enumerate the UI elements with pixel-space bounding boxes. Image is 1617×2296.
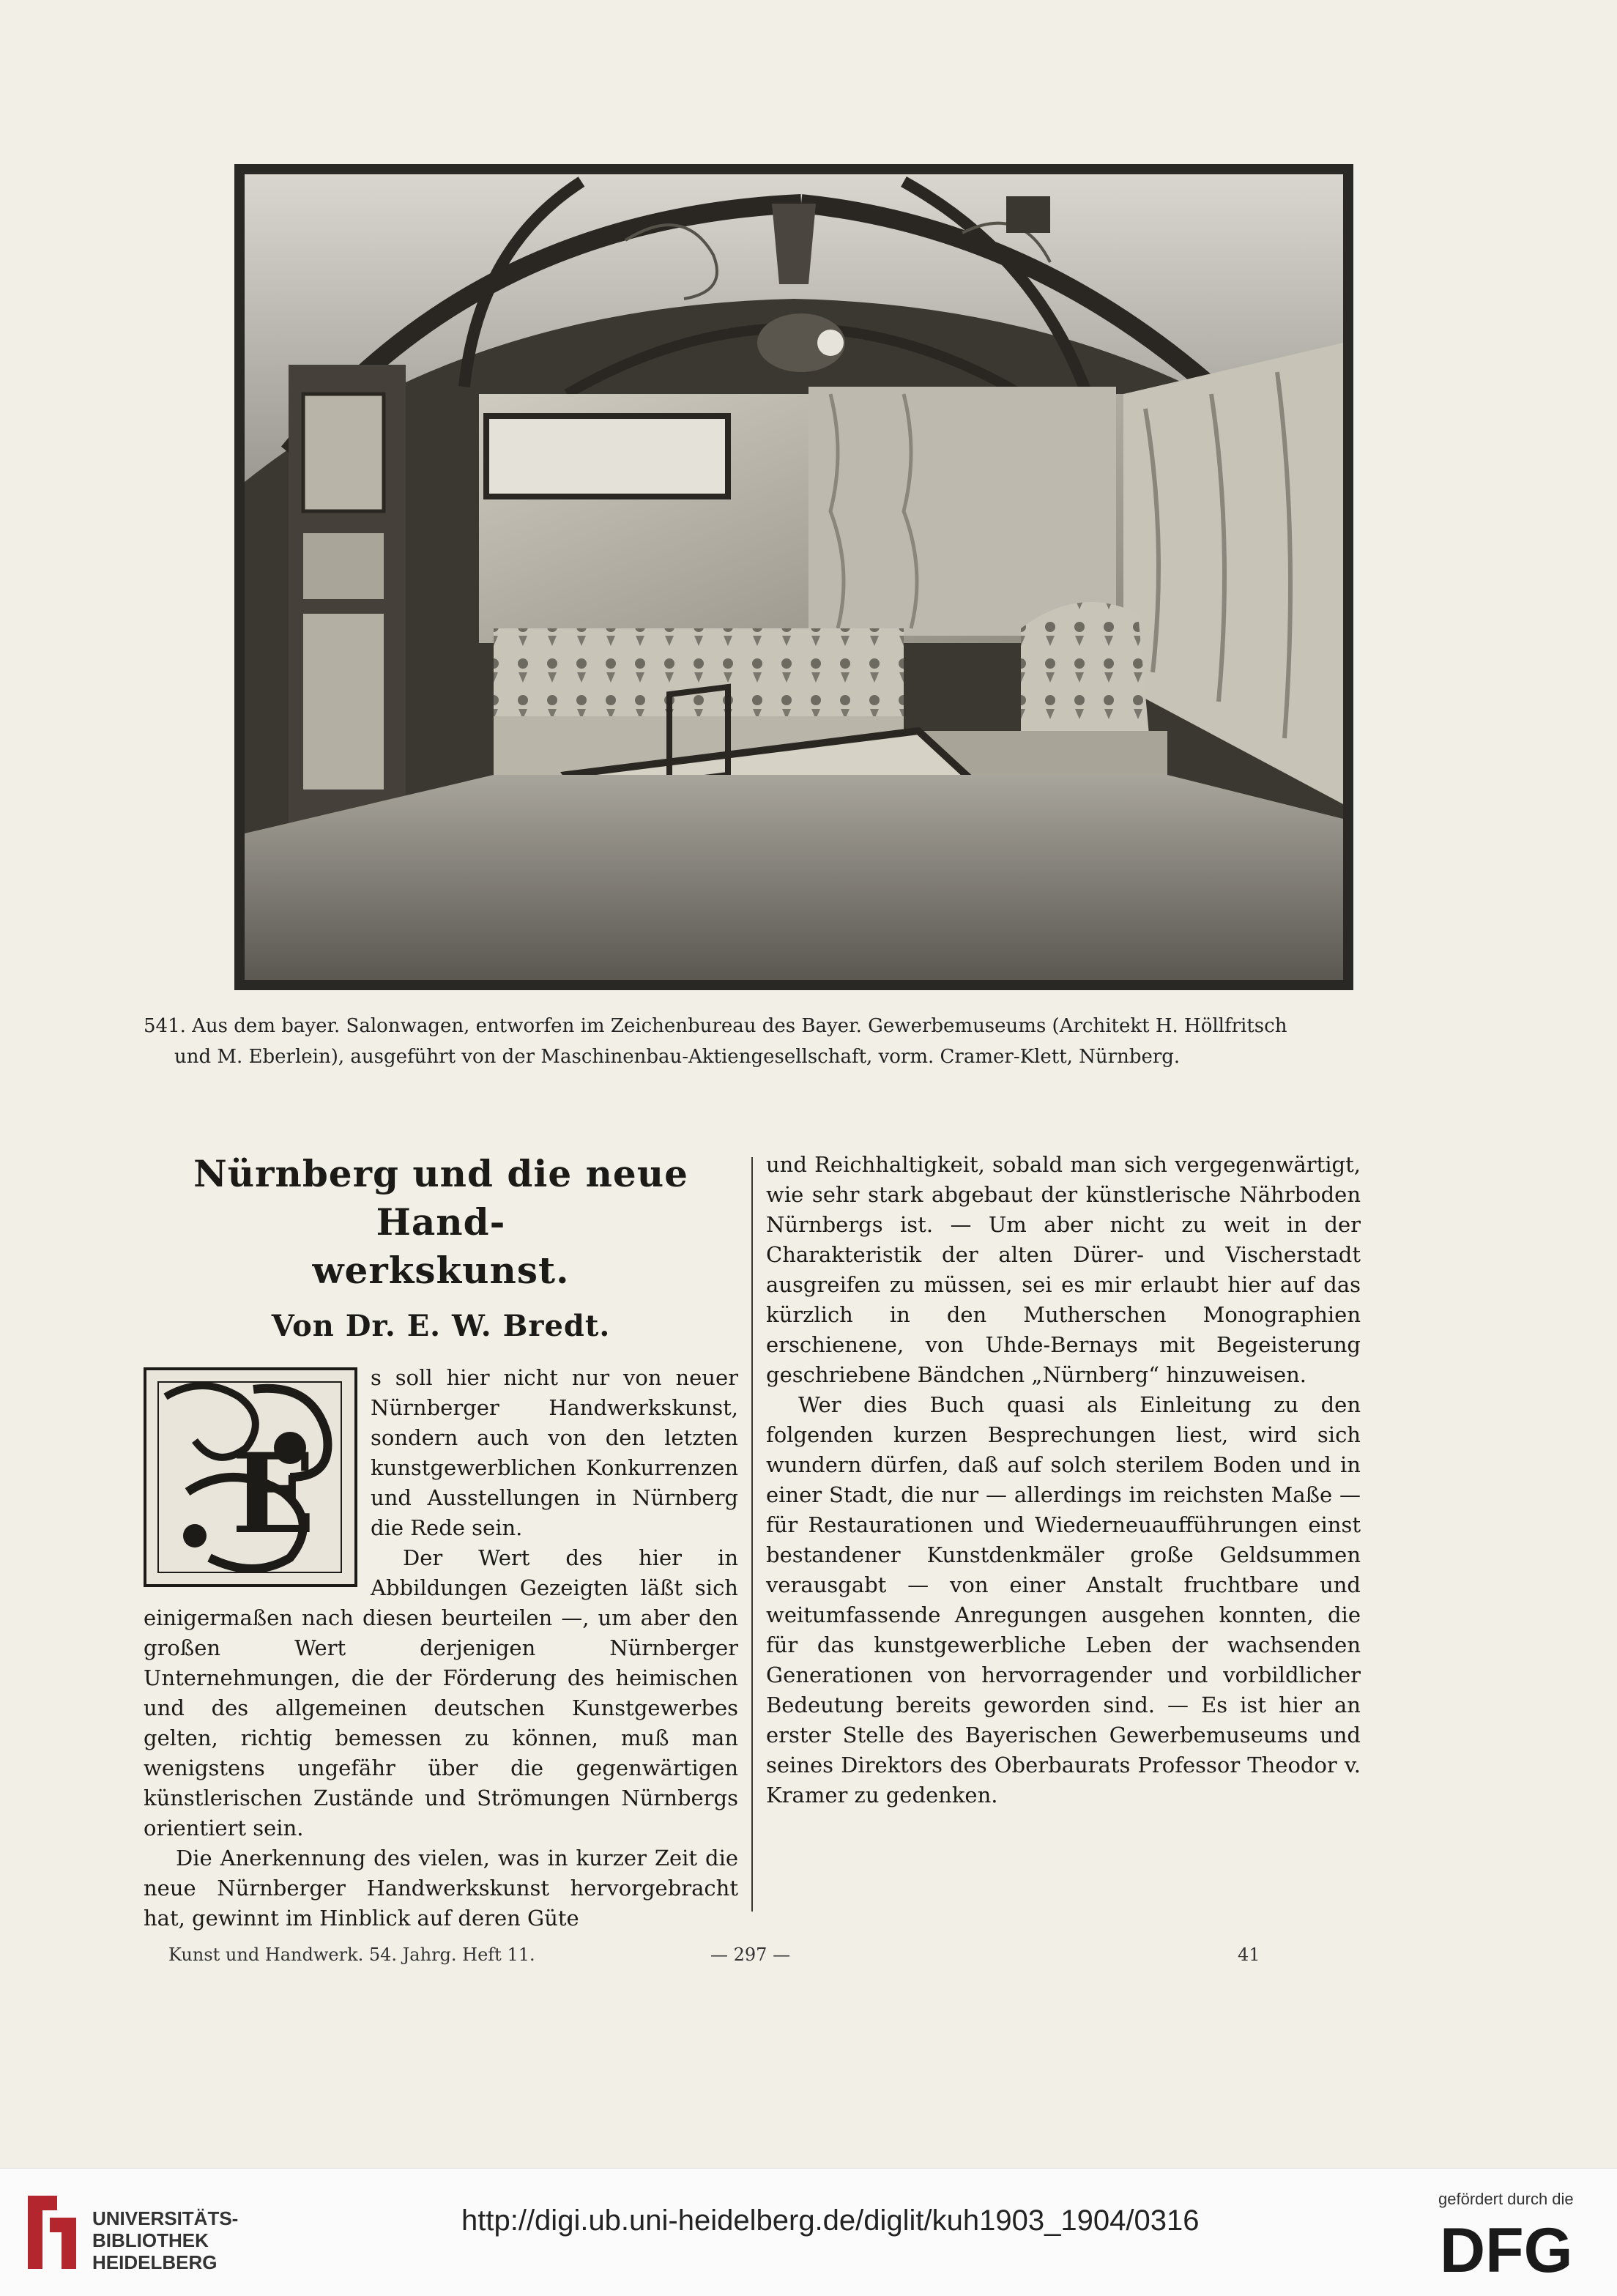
dfg-logo-text: DFG	[1440, 2219, 1573, 2279]
ornamental-initial-e	[144, 1367, 357, 1587]
article-right-column	[766, 1150, 1361, 1810]
uni-name-line-2: BIBLIOTHEK	[92, 2229, 209, 2251]
paragraph-4: und Reichhaltigkeit, sobald man sich vergegenwärtigt, wie sehr stark abgebaut der künstlerische Nährboden Nürnbergs ist. — Um aber nicht zu weit in der Charakteristik der alten Dürer- und Vischerstadt ausgreifen zu müssen, sei es mir erlaubt hier auf das kürzlich in den Mutherschen Monographien erschienene, von Uhde-Bernays mit Begeisterung geschriebene Bändchen „Nürnberg“ hinzuweisen.	[766, 1152, 1361, 1387]
sheet-number: 41	[1238, 1944, 1260, 1965]
caption-line-2: und M. Eberlein), ausgeführt von der Maschinenbau-Aktiengesellschaft, vorm. Cramer-Klett, Nürnberg.	[174, 1046, 1181, 1068]
university-library-logo	[21, 2188, 83, 2276]
column-divider	[751, 1157, 753, 1912]
article-byline: Von Dr. E. W. Bredt.	[271, 1309, 611, 1343]
permalink-url[interactable]: http://digi.ub.uni-heidelberg.de/diglit/kuh1903_1904/0316	[461, 2204, 1200, 2237]
paragraph-2: Der Wert des hier in Abbildungen Gezeigten läßt sich einigermaßen nach diesen beurteilen —, um aber den großen Wert derjenigen Nürnberger Unternehmungen, die der Förderung des heimischen und des allgemeinen deutschen Kunstgewerbes gelten, richtig bemessen zu können, muß man wenigstens ungefähr über die gegenwärtigen künstlerischen Zustände und Strömungen Nürnbergs orientiert sein.	[144, 1545, 738, 1840]
figure-caption	[144, 1011, 1476, 1072]
paragraph-1: s soll hier nicht nur von neuer Nürnberger Handwerkskunst, sondern auch von den letzten kunstgewerblichen Konkurrenzen und Ausstellungen in Nürnberg die Rede sein.	[371, 1365, 738, 1540]
paragraph-5: Wer dies Buch quasi als Einleitung zu den folgenden kurzen Besprechungen liest, wird sich wundern dürfen, daß auf solch sterilem Boden und in einer Stadt, die nur — allerdings im reichsten Maße — für Restaurationen und Wiederneuaufführungen einst bestandener Kunstdenkmäler große Geldsummen verausgabt — von einer Anstalt fruchtbare und weitumfassende Anregungen ausgehen konnten, die für das kunstgewerbliche Leben der wachsenden Generationen von hervorragender und vorbildlicher Bedeutung bereits geworden sind. — Es ist hier an erster Stelle des Bayerischen Gewerbemuseums und seines Direktors des Oberbaurats Professor Theodor v. Kramer zu gedenken.	[766, 1392, 1361, 1808]
article-title-line-2: werkskunst.	[312, 1249, 570, 1292]
uni-name-line-3: HEIDELBERG	[92, 2251, 218, 2273]
dfg-logo	[1440, 2219, 1595, 2279]
article-left-column	[144, 1150, 738, 1933]
dfg-funding-label: gefördert durch die	[1438, 2190, 1574, 2208]
caption-line-1: 541. Aus dem bayer. Salonwagen, entworfen im Zeichenbureau des Bayer. Gewerbemuseums (Architekt H. Höllfritsch	[144, 1015, 1287, 1037]
article-title-line-1: Nürnberg und die neue Hand-	[193, 1152, 688, 1244]
page-number: — 297 —	[710, 1944, 791, 1965]
dropcap-letter: E	[231, 1430, 316, 1558]
uni-name-line-1: UNIVERSITÄTS-	[92, 2207, 239, 2229]
article-title	[144, 1150, 738, 1295]
journal-reference: Kunst und Handwerk. 54. Jahrg. Heft 11.	[168, 1944, 535, 1965]
salon-car-interior-image	[245, 174, 1343, 980]
salon-car-photograph	[234, 164, 1353, 990]
paragraph-3: Die Anerkennung des vielen, was in kurzer Zeit die neue Nürnberger Handwerkskunst hervorgebracht hat, gewinnt im Hinblick auf deren Güte	[144, 1846, 738, 1931]
opening-paragraph-block	[144, 1363, 738, 1558]
university-library-name	[92, 2207, 238, 2273]
